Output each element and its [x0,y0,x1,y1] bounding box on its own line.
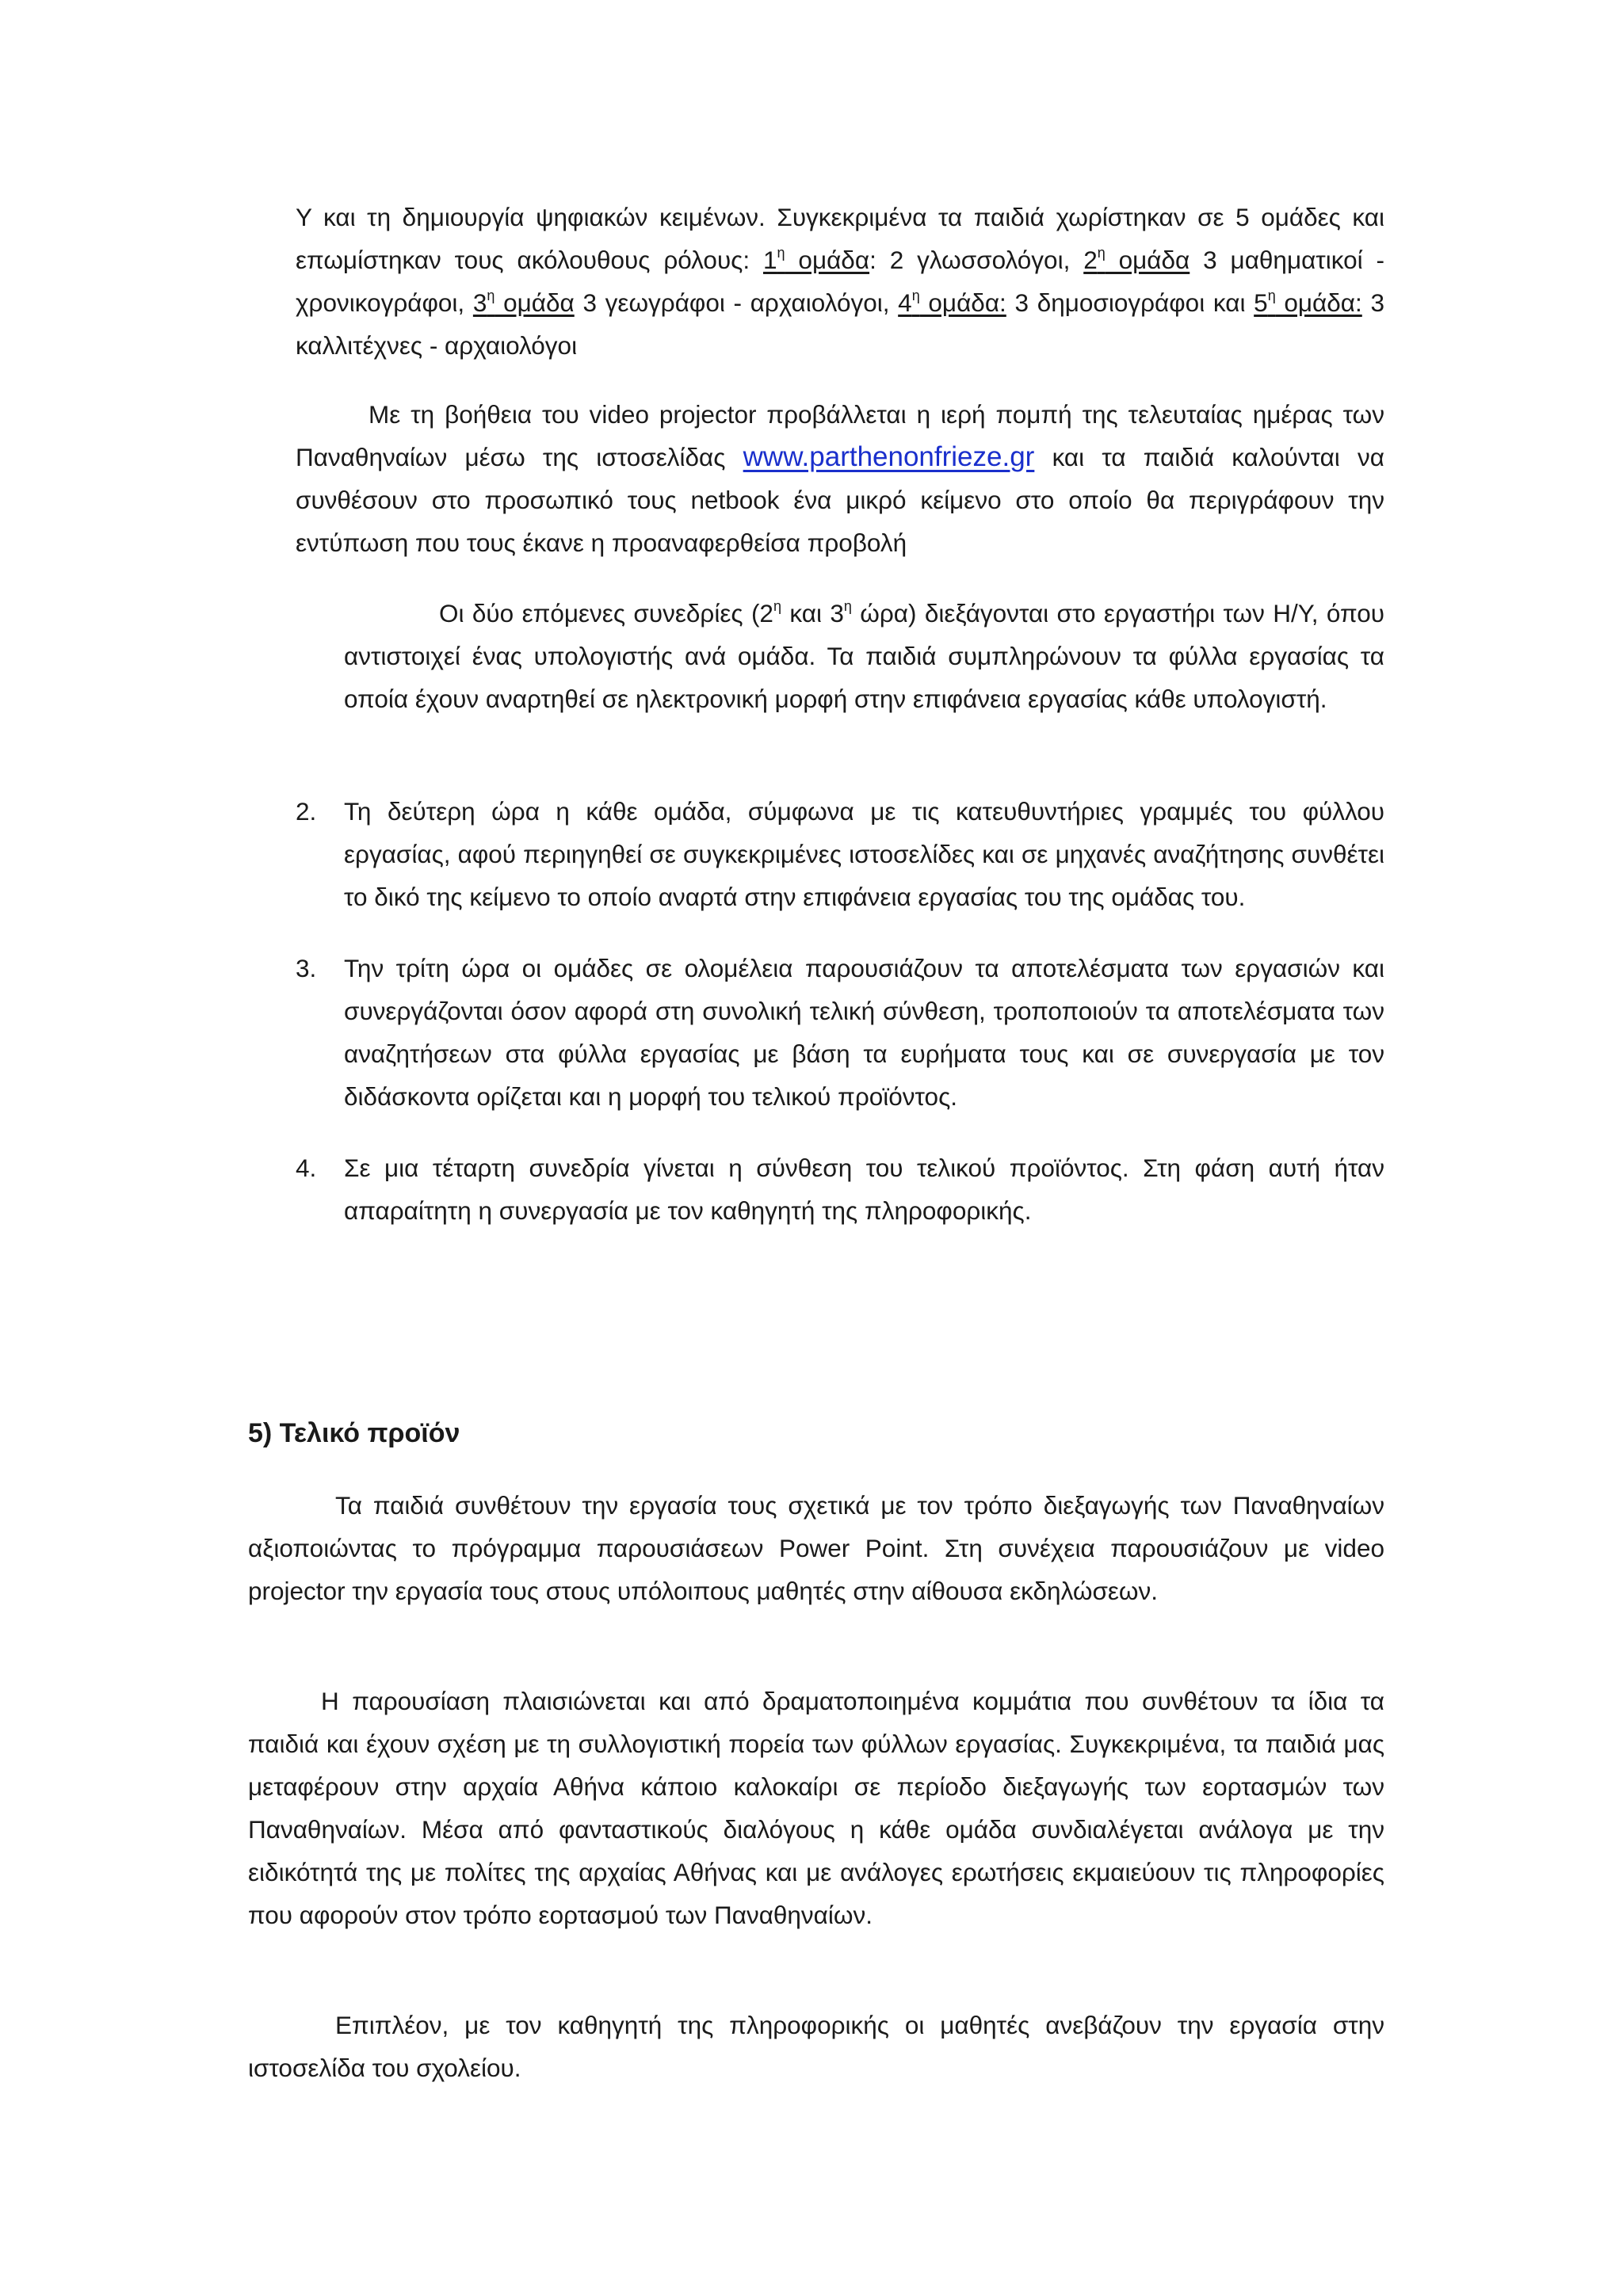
groups-intro-text: Υ και τη δημιουργία ψηφιακών κειμένων. Συγκεκριμένα τα παιδιά χωρίστηκαν σε 5 ομάδες και επωμίστηκαν τους ακόλουθους ρόλους: [296,203,1384,274]
sessions-text-3: ώρα) διεξάγονται στο εργαστήρι των Η/Υ, όπου αντιστοιχεί ένας υπολογιστής ανά ομάδα. Τα παιδιά συμπληρώνουν τα φύλλα εργασίας τα οποία έχουν αναρτηθεί σε ηλεκτρονική μορφή στην επιφάνεια εργασίας κάθε υπολογιστή. [344,599,1384,713]
final-product-text: Τα παιδιά συνθέτουν την εργασία τους σχετικά με τον τρόπο διεξαγωγής των Παναθηναίων αξιοποιώντας το πρόγραμμα παρουσιάσεων Power Point. Στη συνέχεια παρουσιάζουν με video projector την εργασία τους στους υπόλοιπους μαθητές στην αίθουσα εκδηλώσεων. [248,1491,1384,1605]
list-item-text: Τη δεύτερη ώρα η κάθε ομάδα, σύμφωνα με τις κατευθυντήριες γραμμές του φύλλου εργασίας, αφού περιηγηθεί σε συγκεκριμένες ιστοσελίδες και σε μηχανές αναζήτησης συνθέτει το δικό της κείμενο το οποίο αναρτά στην επιφάνεια εργασίας του της ομάδας του. [344,797,1384,911]
presentation-text: Η παρουσίαση πλαισιώνεται και από δραματοποιημένα κομμάτια που συνθέτουν τα ίδια τα παιδιά και έχουν σχέση με τη συλλογιστική πορεία των φύλλων εργασίας. Συγκεκριμένα, τα παιδιά μας μεταφέρουν στην αρχαία Αθήνα κάποιο καλοκαίρι σε περίοδο διεξαγωγής των εορτασμών των Παναθηναίων. Μέσα από φανταστικούς διαλόγους η κάθε ομάδα συνδιαλέγεται ανάλογα με την ειδικότητά της με πολίτες της αρχαίας Αθήνας και με ανάλογες ερωτήσεις εκμαιεύουν τις πληροφορίες που αφορούν στον τρόπο εορτασμού των Παναθηναίων. [248,1687,1384,1929]
sessions-text-1: Οι δύο επόμενες συνεδρίες (2 [439,599,773,627]
group-3-text: 3 γεωγράφοι - αρχαιολόγοι, [574,288,899,317]
projector-text-before: Με τη βοήθεια του video projector προβάλλεται η ιερή πομπή της τελευταίας ημέρας των Παναθηναίων μέσω της ιστοσελίδας [296,400,1384,471]
paragraph-final-product [248,1484,1384,1612]
list-number: 4. [296,1154,317,1182]
group-5-label: $5^\eta$ ομάδα: [1254,288,1362,317]
numbered-list [296,790,1384,1261]
projector-text-after: και τα παιδιά καλούνται να συνθέσουν στο προσωπικό τους netbook ένα μικρό κείμενο στο οποίο θα περιγράφουν την εντύπωση που τους έκανε η προαναφερθείσα προβολή [296,443,1384,557]
group-4-text: 3 δημοσιογράφοι και [1006,288,1254,317]
group-2-text: 3 μαθηματικοί - χρονικογράφοι, [296,246,1384,317]
paragraph-groups [296,196,1384,367]
section-heading: 5) Τελικό προϊόν [248,1418,460,1448]
group-1-text: : 2 γλωσσολόγοι, [869,246,1084,274]
list-number: 3. [296,954,317,982]
list-number: 2. [296,797,317,826]
paragraph-projector [296,393,1384,564]
paragraph-presentation [248,1680,1384,1936]
group-5-text: 3 καλλιτέχνες - αρχαιολόγοι [296,288,1384,360]
list-item [296,1146,1384,1232]
list-item-text: Την τρίτη ώρα οι ομάδες σε ολομέλεια παρουσιάζουν τα αποτελέσματα των εργασιών και συνεργάζονται όσον αφορά στη συνολική τελική σύνθεση, τροποποιούν τα αποτελέσματα των αναζητήσεων στα φύλλα εργασίας με βάση τα ευρήματα τους και σε συνεργασία με τον διδάσκοντα ορίζεται και η μορφή του τελικού προϊόντος. [344,954,1384,1111]
list-item [296,790,1384,918]
group-3-label: $3^\eta$ ομάδα [472,288,575,317]
superscript: η [773,598,781,614]
group-4-label: $4^\eta$ ομάδα: [898,288,1006,317]
upload-text: Επιπλέον, με τον καθηγητή της πληροφορικής οι μαθητές ανεβάζουν την εργασία στην ιστοσελίδα του σχολείου. [248,2011,1384,2082]
list-item-text: Σε μια τέταρτη συνεδρία γίνεται η σύνθεση του τελικού προϊόντος. Στη φάση αυτή ήταν απαραίτητη η συνεργασία με τον καθηγητή της πληροφορικής. [344,1154,1384,1225]
paragraph-upload [248,2004,1384,2089]
superscript: η [843,598,852,614]
parthenon-frieze-link[interactable]: www.parthenonfrieze.gr [743,441,1035,472]
list-item [296,947,1384,1118]
group-2-label: $2^\eta$ ομάδα [1083,245,1190,274]
group-1-label: $1^\eta$ ομάδα [763,245,870,274]
sessions-text-2: και 3 [781,599,844,627]
paragraph-sessions [344,592,1384,720]
